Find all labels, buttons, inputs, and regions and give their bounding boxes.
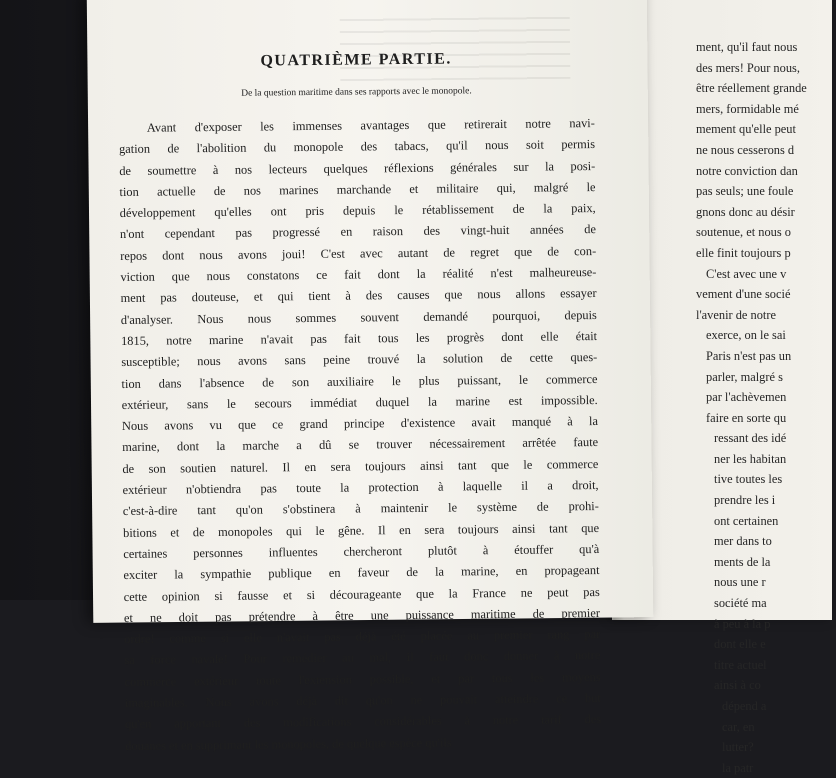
text-line: exciter la sympathie publique en faveur de la marine, en propageant — [123, 563, 600, 583]
text-line: parler, malgré s — [706, 369, 783, 384]
text-line: la patr — [722, 760, 754, 775]
text-line: elle finit toujours p — [696, 245, 791, 260]
text-line: n'ont cependant pas progressé en raison des vingt-huit années de — [119, 222, 597, 242]
text-line: Nous avons vu que ce grand principe d'existence avait manqué à la — [121, 414, 599, 434]
text-line: gation de l'abolition du monopole des tabacs, qu'il nous soit permis — [118, 137, 596, 157]
text-line: C'est avec une v — [706, 266, 787, 281]
chapter-subtitle: De la question maritime dans ses rapports avec le monopole. — [241, 86, 472, 99]
text-line: extérieur n'obtiendra pas toute la protection à laquelle il a droit, — [122, 478, 599, 498]
text-line: marine, dont la marche a dû se trouver nécessairement arrêtée faute — [122, 435, 599, 455]
text-line: ressant des idé — [714, 431, 787, 446]
text-line: dépend a — [722, 699, 767, 713]
text-line: l'avenir de notre — [696, 307, 776, 322]
text-line: mement qu'elle peut — [696, 122, 796, 137]
text-line: gnons donc au désir — [696, 204, 795, 219]
text-line: tion actuelle de nos marines marchande et militaire qui, malgré le — [119, 179, 596, 199]
text-line: prendre les i — [714, 493, 776, 508]
text-line: douanes et en supprimant les monopoles, de quelque espèce qu'ils — [125, 735, 452, 753]
text-line: mers, formidable mé — [696, 101, 799, 116]
text-line: tive toutes les — [714, 472, 783, 487]
text-line: car, en — [722, 719, 755, 734]
text-line: commerce extérieur toute l'extension possible, et par tous les moyens — [124, 669, 601, 689]
text-line: être réellement grande — [696, 81, 807, 96]
body-paragraph — [119, 113, 602, 757]
text-line: bitions et de monopoles qui le gêne. Il en sera toujours ainsi tant que — [123, 520, 600, 540]
text-line: viction que nous constatons ce fait dont la réalité n'est malheureuse- — [120, 265, 597, 285]
text-line: soutenue, et nous o — [696, 225, 791, 240]
text-line: ner les habitan — [714, 451, 787, 466]
text-line: d'analyser. Nous nous sommes souvent demandé pourquoi, depuis — [120, 307, 597, 327]
text-line: ordre! comme si elle n'avait pas déjà été placée au premier rang par — [124, 627, 601, 647]
left-page-text — [118, 43, 601, 757]
text-line: cette opinion si fausse et si décourageante que la France ne peut pas — [123, 584, 600, 604]
text-line: certaines personnes influentes chercheront plutôt à étouffer qu'à — [123, 541, 600, 561]
text-line: à peu à la p — [714, 616, 771, 631]
text-line: tion dans l'absence de son auxiliaire le plus puissant, le commerce — [121, 371, 598, 391]
text-line: de soumettre à nos lecteurs quelques réflexions générales sur la posi- — [119, 158, 596, 178]
right-page-text — [696, 37, 836, 778]
text-line: extérieur, sans le secours immédiat duquel la marine est impossible. — [121, 392, 598, 412]
text-line: de son soutien naturel. Il en sera toujours ainsi tant que le commerce — [122, 456, 599, 476]
text-line: qu'en apportant des modifications considérables à notre tarif des — [125, 712, 602, 732]
text-line: notre conviction dan — [696, 163, 798, 178]
text-line: ainsi à co — [714, 678, 761, 693]
text-line: faire en sorte qu — [706, 410, 787, 425]
text-line: Avant d'exposer les immenses avantages que retirerait notre navi- — [146, 116, 595, 135]
text-line: ne nous cesserons d — [696, 142, 795, 157]
text-line: Paris n'est pas un — [706, 348, 792, 363]
text-line: mer dans to — [714, 534, 772, 549]
text-line: ment pas douteuse, et qui tient à des causes que nous allons essayer — [120, 286, 597, 306]
text-line: sa force navale! Pour remédier au mal, il faut donc donner à notre — [124, 648, 601, 668]
text-line: ont certainen — [714, 513, 779, 528]
text-line: et ne doit pas prétendre à être une puissance maritime de premier — [123, 605, 601, 625]
text-line: des mers! Pour nous, — [696, 60, 800, 75]
text-line: ment, qu'il faut nous — [696, 40, 798, 54]
text-line: c'est-à-dire tant qu'on s'obstinera à maintenir le système de prohi- — [122, 499, 599, 519]
text-line: imaginables. Nous avons déjà dit qu'on ne pouvait atteindre ce but — [124, 690, 601, 710]
text-line: société ma — [714, 596, 767, 611]
text-line: titre actuel — [714, 657, 767, 672]
text-line: vement d'une socié — [696, 287, 791, 302]
text-line: dont elle e — [714, 637, 766, 652]
text-line: développement qu'elles ont pris depuis le rétablissement de la paix, — [119, 201, 596, 221]
text-line: exerce, on le sai — [706, 328, 786, 343]
text-line: ments de la — [714, 554, 771, 569]
text-line: nous une r — [714, 575, 766, 590]
chapter-title: QUATRIÈME PARTIE. — [260, 50, 452, 70]
text-line: 1815, notre marine n'avait pas fait tous les progrès dont elle était — [120, 328, 598, 348]
text-line: par l'achèvemen — [706, 390, 787, 405]
text-line: repos dont nous avons joui! C'est avec autant de regret que de con- — [120, 243, 597, 263]
text-line: susceptible; nous avons sans peine trouvé la solution de cette ques- — [121, 350, 598, 370]
text-line: lutter? — [722, 740, 754, 755]
text-line: pas seuls; une foule — [696, 184, 794, 199]
